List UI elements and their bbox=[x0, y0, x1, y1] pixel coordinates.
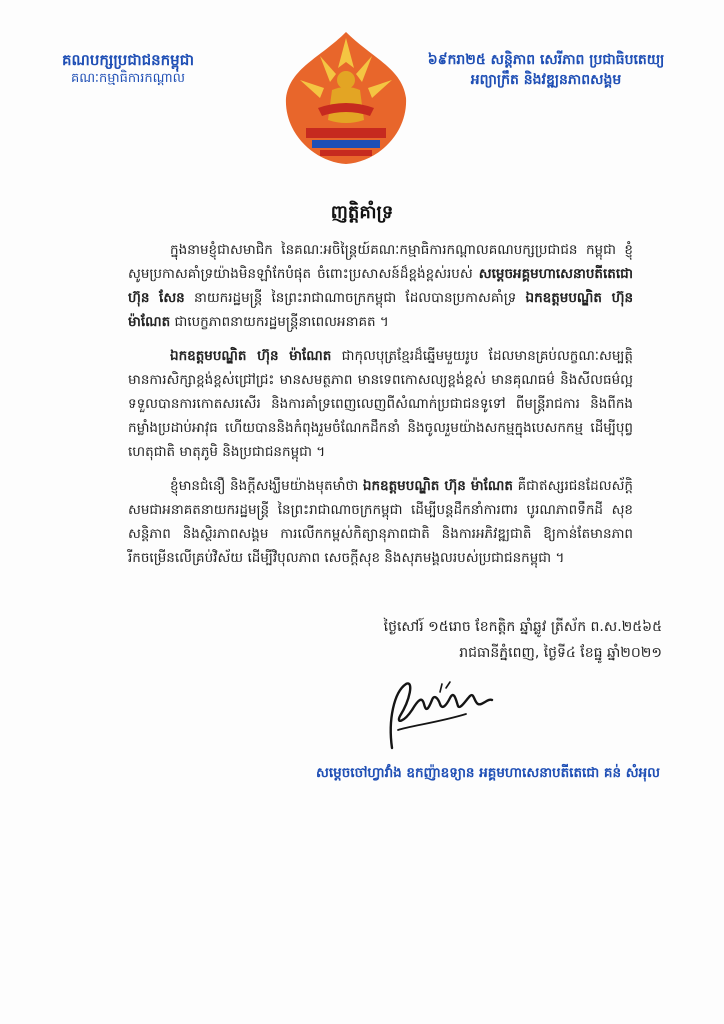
paragraph-text: ជាកុលបុត្រខ្មែរដ៏ឆ្នើមមួយរូប ដែលមានគ្រប់លក្ខណៈសម្បត្តិ មានការសិក្សាខ្ពង់ខ្ពស់ជ្រៅជ្រះ មានសមត្ថភាព មានទេពកោសល្យខ្ពង់ខ្ពស់ មានគុណធម៌ និងសីលធម៌ល្អ ទទួលបានការកោតសរសើរ និងការគាំទ្រពេញលេញពីសំណាក់ប្រជាជនទូទៅ ពីមន្ត្រីរាជការ និងពីកងកម្លាំងប្រដាប់អាវុធ ហើយបាននិងកំពុងរួមចំណែកដឹកនាំ និងចូលរួមយ៉ាងសកម្មក្នុងបេសកកម្ម ដើម្បីបុព្វហេតុជាតិ មាតុភូមិ និងប្រជាជនកម្ពុជា ។ bbox=[128, 348, 633, 460]
motto-line-1: ៦៩ករា២៥ សន្តិភាព សេរីភាព ប្រជាធិបតេយ្យ bbox=[427, 52, 665, 68]
paragraph-bold: ឯកឧត្តមបណ្ឌិត ហ៊ុន ម៉ាណែត bbox=[170, 348, 332, 364]
paragraph-3 bbox=[128, 474, 633, 570]
paragraph-text: គឺជាឥស្សរជនដែលស័ក្តិសមជាអនាគតនាយករដ្ឋមន្ត្រី នៃព្រះរាជាណាចក្រកម្ពុជា ដើម្បីបន្តដឹកនាំការពារ បូរណភាពទឹកដី សុខសន្តិភាព និងស្ថិរភាពសង្គម ការលើកកម្ពស់កិត្យានុភាពជាតិ និងការអភិវឌ្ឍជាតិ ឱ្យកាន់តែមានភាពរីកចម្រើនលើគ្រប់វិស័យ ដើម្បីវិបុលភាព សេចក្តីសុខ និងសុភមង្គលរបស់ប្រជាជនកម្ពុជា ។ bbox=[128, 478, 633, 566]
handwritten-signature-icon bbox=[370, 670, 520, 760]
place-date: រាជធានីភ្នំពេញ, ថ្ងៃទី៤ ខែធ្នូ ឆ្នាំ២០២១ bbox=[459, 645, 662, 661]
committee-name: គណៈកម្មាធិការកណ្តាល bbox=[70, 71, 186, 86]
header-left bbox=[28, 50, 228, 88]
document-title: ញត្តិគាំទ្រ bbox=[330, 202, 394, 223]
paragraph-bold: ឯកឧត្តមបណ្ឌិត ហ៊ុន ម៉ាណែត bbox=[128, 290, 634, 330]
paragraph-text: ក្នុងនាមខ្ញុំជាសមាជិក នៃគណៈអចិន្ត្រៃយ៍គណៈកម្មាធិការកណ្តាលគណបក្សប្រជាជន កម្ពុជា ខ្ញុំសូមប្រកាសគាំទ្រយ៉ាងមិនឡាំកែបំផុត ចំពោះប្រសាសន៍ដ៏ខ្ពង់ខ្ពស់របស់ bbox=[128, 242, 633, 282]
paragraph-bold: ឯកឧត្តមបណ្ឌិត ហ៊ុន ម៉ាណែត bbox=[362, 478, 513, 494]
header-right bbox=[396, 50, 696, 90]
paragraph-text: ខ្ញុំមានជំនឿ និងក្តីសង្ឃឹមយ៉ាងមុតមាំថា bbox=[170, 478, 363, 494]
paragraph-1 bbox=[128, 238, 633, 334]
paragraph-2 bbox=[128, 344, 633, 464]
date-block bbox=[302, 614, 662, 666]
motto-line-2: អព្យាក្រឹត និងវឌ្ឍនភាពសង្គម bbox=[470, 72, 622, 88]
paragraph-text: នាយករដ្ឋមន្ត្រី នៃព្រះរាជាណាចក្រកម្ពុជា ដែលបានប្រកាសគាំទ្រ bbox=[184, 290, 526, 306]
paragraph-text: ជាបេក្ខភាពនាយករដ្ឋមន្ត្រីនាពេលអនាគត ។ bbox=[170, 314, 389, 330]
party-emblem-icon bbox=[280, 28, 412, 168]
signer-name: សម្តេចចៅហ្វាវាំង ឧកញ៉ាឧទ្យាន អគ្គមហាសេនាបតីតេជោ គន់ សំអុល bbox=[316, 765, 660, 781]
paragraph-bold: សម្តេចអគ្គមហាសេនាបតីតេជោ ហ៊ុន សែន bbox=[128, 266, 633, 306]
party-name: គណបក្សប្រជាជនកម្ពុជា bbox=[62, 51, 194, 69]
document-body bbox=[128, 238, 633, 580]
lunar-date: ថ្ងៃសៅរ៍ ១៥រោច ខែកត្តិក ឆ្នាំឆ្លូវ ត្រីស័ក ព.ស.២៥៦៥ bbox=[383, 619, 662, 635]
